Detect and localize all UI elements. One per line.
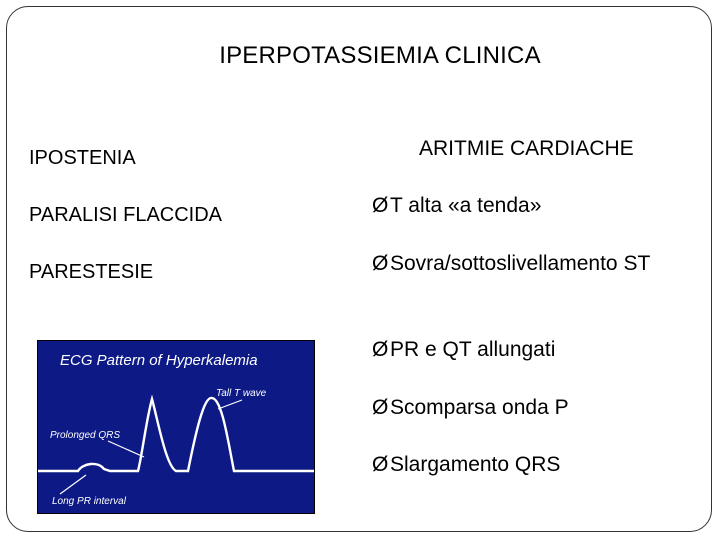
left-item-parestesie: PARESTESIE	[29, 261, 154, 283]
arrow-bullet-icon: Ø	[372, 194, 389, 217]
bullet-item	[372, 451, 672, 479]
left-item-ipostenia: IPOSTENIA	[29, 147, 136, 169]
arrow-qrs-icon	[108, 441, 144, 457]
label-prolonged-qrs: Prolonged QRS	[50, 430, 121, 441]
arrow-bullet-icon: Ø	[372, 396, 389, 419]
bullet-text: PR e QT allungati	[390, 338, 556, 361]
slide-title: IPERPOTASSIEMIA CLINICA	[219, 42, 541, 69]
bullet-text: Sovra/sottoslivellamento ST	[390, 252, 651, 275]
arrow-bullet-icon: Ø	[372, 453, 389, 476]
bullet-item	[372, 250, 672, 278]
arrow-bullet-icon: Ø	[372, 252, 389, 275]
bullet-text: Scomparsa onda P	[390, 396, 569, 419]
bullet-text: T alta «a tenda»	[390, 194, 542, 217]
bullet-item	[372, 192, 672, 220]
bullet-item	[372, 394, 672, 422]
aritmie-heading: ARITMIE CARDIACHE	[419, 137, 634, 160]
arrow-pr-icon	[60, 475, 86, 494]
ecg-svg	[38, 341, 314, 513]
left-item-paralisi: PARALISI FLACCIDA	[29, 204, 223, 226]
arrow-t-wave-icon	[218, 400, 242, 409]
ecg-hyperkalemia-figure	[37, 340, 315, 514]
label-long-pr: Long PR interval	[52, 496, 126, 507]
bullet-item	[372, 336, 672, 364]
label-tall-t-wave: Tall T wave	[216, 388, 267, 399]
arrow-bullet-icon: Ø	[372, 338, 389, 361]
bullet-text: Slargamento QRS	[390, 453, 561, 476]
ecg-title: ECG Pattern of Hyperkalemia	[60, 352, 258, 369]
